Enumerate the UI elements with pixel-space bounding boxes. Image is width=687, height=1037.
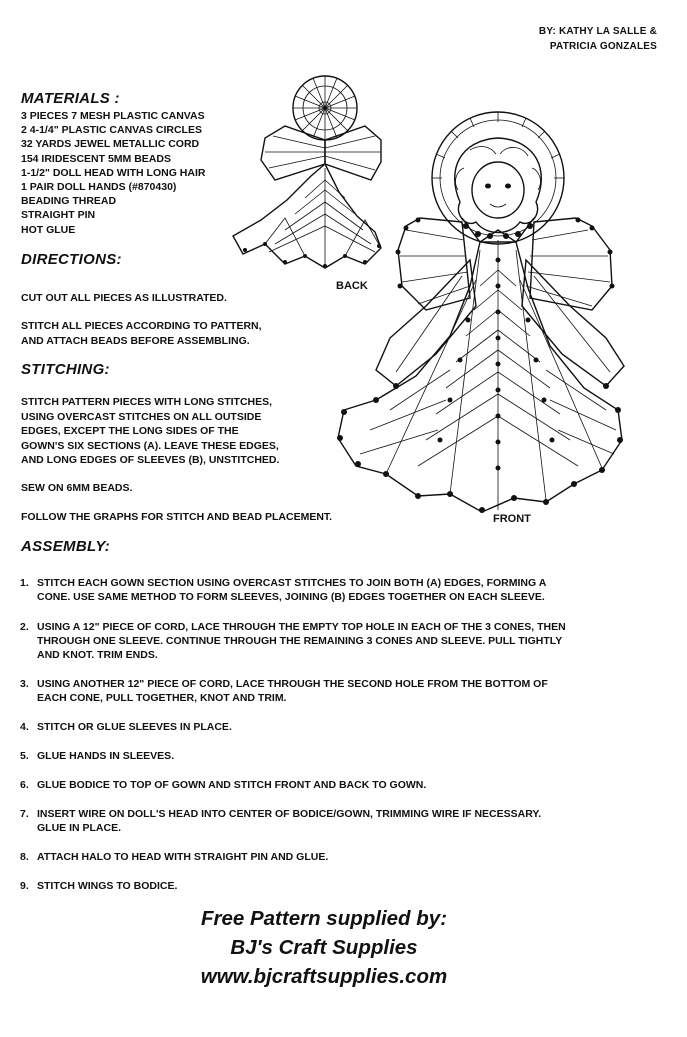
footer-website: www.bjcraftsupplies.com <box>200 965 448 988</box>
materials-item: STRAIGHT PIN <box>21 209 96 222</box>
assembly-step <box>20 807 660 835</box>
angel-front-illustration <box>330 110 635 520</box>
materials-item: 2 4-1/4" PLASTIC CANVAS CIRCLES <box>21 124 202 137</box>
step-text: ATTACH HALO TO HEAD WITH STRAIGHT PIN AND GLUE. <box>37 851 329 863</box>
step-number: 7. <box>20 808 29 820</box>
paragraph-line: EDGES, EXCEPT THE LONG SIDES OF THE <box>21 425 239 438</box>
assembly-step <box>20 850 660 864</box>
directions-paragraph-2 <box>21 319 262 348</box>
footer-credit <box>0 904 648 991</box>
sleeve-right <box>522 260 624 386</box>
paragraph-line: AND ATTACH BEADS BEFORE ASSEMBLING. <box>21 334 250 347</box>
step-text: STITCH OR GLUE SLEEVES IN PLACE. <box>37 721 232 733</box>
step-number: 8. <box>20 851 29 863</box>
stitching-paragraph-3 <box>21 510 332 525</box>
paragraph-line: GOWN'S SIX SECTIONS (A). LEAVE THESE EDGES, <box>21 439 279 452</box>
assembly-step <box>20 720 660 734</box>
step-number: 5. <box>20 750 29 762</box>
step-text: USING A 12" PIECE OF CORD, LACE THROUGH THE EMPTY TOP HOLE IN EACH OF THE 3 CONES, THEN <box>37 621 566 633</box>
stitching-paragraph-1 <box>21 395 279 468</box>
step-text: USING ANOTHER 12" PIECE OF CORD, LACE THROUGH THE SECOND HOLE FROM THE BOTTOM OF <box>37 678 548 690</box>
materials-item: 3 PIECES 7 MESH PLASTIC CANVAS <box>21 110 205 122</box>
step-number: 6. <box>20 779 29 791</box>
front-label: FRONT <box>493 513 531 525</box>
paragraph-line: AND LONG EDGES OF SLEEVES (B), UNSTITCHED. <box>21 454 280 467</box>
step-number: 1. <box>20 577 29 589</box>
paragraph-line: FOLLOW THE GRAPHS FOR STITCH AND BEAD PLACEMENT. <box>21 511 333 523</box>
stitching-heading: STITCHING: <box>21 361 110 378</box>
materials-item: 1 PAIR DOLL HANDS (#870430) <box>21 181 177 194</box>
paragraph-line: STITCH ALL PIECES ACCORDING TO PATTERN, <box>21 320 262 332</box>
directions-paragraph-1 <box>21 291 227 306</box>
assembly-heading: ASSEMBLY: <box>21 538 111 555</box>
footer-line-1: Free Pattern supplied by: <box>200 907 448 930</box>
step-text: EACH CONE, PULL TOGETHER, KNOT AND TRIM. <box>37 692 287 705</box>
step-text: CONE. USE SAME METHOD TO FORM SLEEVES, JOINING (B) EDGES TOGETHER ON EACH SLEEVE. <box>37 591 545 604</box>
materials-list <box>21 109 205 237</box>
wing-right-front <box>530 218 612 310</box>
stitching-paragraph-2 <box>21 481 132 496</box>
materials-item: 154 IRIDESCENT 5MM BEADS <box>21 152 171 165</box>
assembly-step <box>20 778 660 792</box>
step-text: STITCH EACH GOWN SECTION USING OVERCAST STITCHES TO JOIN BOTH (A) EDGES, FORMING A <box>37 577 547 589</box>
step-text: INSERT WIRE ON DOLL'S HEAD INTO CENTER OF BODICE/GOWN, TRIMMING WIRE IF NECESSARY. <box>37 808 542 820</box>
step-text: STITCH WINGS TO BODICE. <box>37 880 178 892</box>
step-text: GLUE HANDS IN SLEEVES. <box>37 750 175 762</box>
step-number: 4. <box>20 721 29 733</box>
paragraph-line: USING OVERCAST STITCHES ON ALL OUTSIDE <box>21 410 262 423</box>
footer-line-2: BJ's Craft Supplies <box>230 936 418 959</box>
step-number: 9. <box>20 880 29 892</box>
author-credit <box>539 24 657 54</box>
assembly-step <box>20 576 660 604</box>
materials-heading: MATERIALS : <box>21 90 120 107</box>
step-number: 2. <box>20 621 29 633</box>
author-line-2: PATRICIA GONZALES <box>549 41 657 52</box>
paragraph-line: STITCH PATTERN PIECES WITH LONG STITCHES, <box>21 396 273 408</box>
directions-heading: DIRECTIONS: <box>21 251 122 268</box>
gown-front <box>338 242 622 512</box>
author-line-1: BY: KATHY LA SALLE & <box>538 26 657 37</box>
back-label: BACK <box>336 280 368 292</box>
materials-item: 32 YARDS JEWEL METALLIC CORD <box>21 138 200 151</box>
materials-item: BEADING THREAD <box>21 195 117 208</box>
step-text: GLUE IN PLACE. <box>37 822 122 835</box>
assembly-step <box>20 749 660 763</box>
paragraph-line: SEW ON 6MM BEADS. <box>21 482 133 494</box>
paragraph-line: CUT OUT ALL PIECES AS ILLUSTRATED. <box>21 292 227 304</box>
step-number: 3. <box>20 678 29 690</box>
step-text: THROUGH ONE SLEEVE. CONTINUE THROUGH THE REMAINING 3 CONES AND SLEEVE. PULL TIGHTLY <box>37 635 563 648</box>
sleeve-left <box>376 260 476 386</box>
assembly-step <box>20 879 660 893</box>
step-text: AND KNOT. TRIM ENDS. <box>37 649 158 662</box>
doll-face <box>472 162 524 218</box>
assembly-step <box>20 677 660 705</box>
materials-item: 1-1/2" DOLL HEAD WITH LONG HAIR <box>21 166 206 179</box>
assembly-step <box>20 620 660 663</box>
step-text: GLUE BODICE TO TOP OF GOWN AND STITCH FRONT AND BACK TO GOWN. <box>37 779 427 791</box>
materials-item: HOT GLUE <box>21 223 76 236</box>
